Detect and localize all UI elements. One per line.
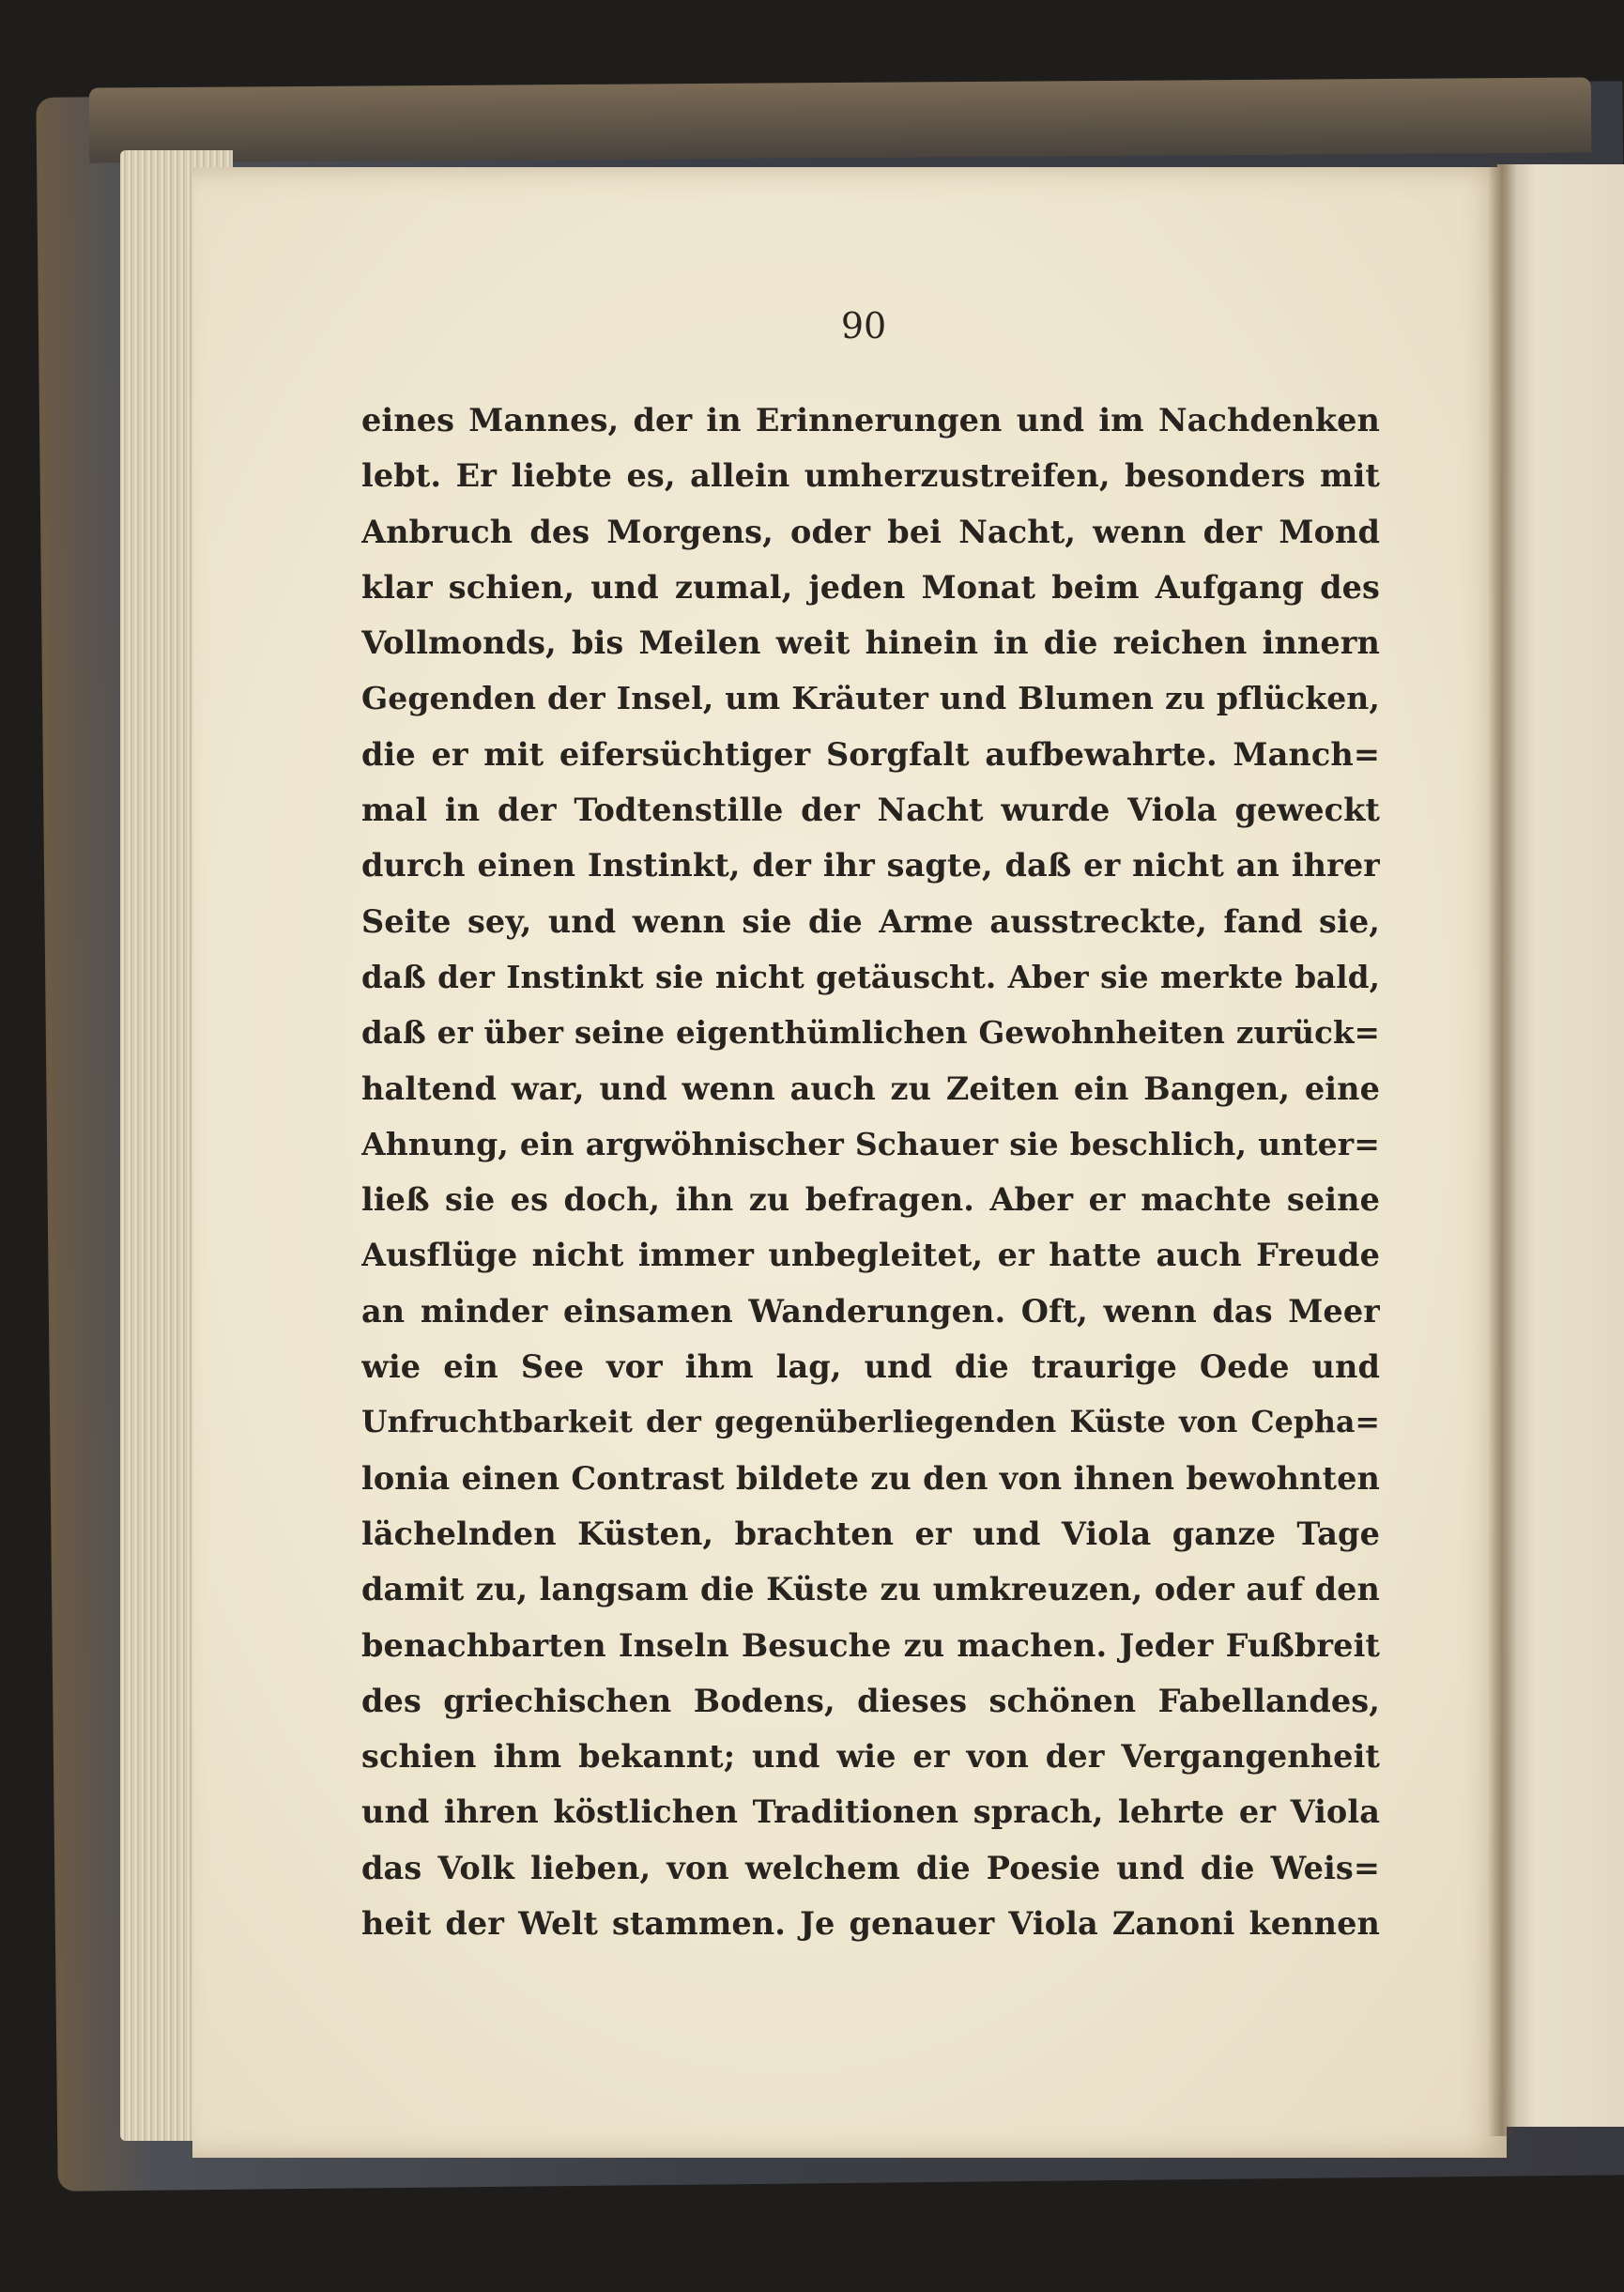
text-line: durch einen Instinkt, der ihr sagte, daß er nicht an ihrer	[361, 847, 1380, 884]
book-gutter	[1488, 164, 1516, 2136]
text-line: mal in der Todtenstille der Nacht wurde Viola geweckt	[361, 792, 1380, 829]
text-line: daß er über seine eigenthümlichen Gewohnheiten zurück=	[361, 1014, 1380, 1052]
facing-page	[1497, 164, 1624, 2127]
text-line: Ahnung, ein argwöhnischer Schauer sie beschlich, unter=	[361, 1125, 1380, 1162]
text-line: das Volk lieben, von welchem die Poesie und die Weis=	[361, 1849, 1380, 1886]
page-number: 90	[840, 305, 887, 346]
text-line: die er mit eifersüchtiger Sorgfalt aufbewahrte. Manch=	[361, 735, 1380, 773]
text-line: damit zu, langsam die Küste zu umkreuzen, oder auf den	[361, 1571, 1380, 1608]
text-line: und ihren köstlichen Traditionen sprach, lehrte er Viola	[361, 1793, 1380, 1831]
text-line: an minder einsamen Wanderungen. Oft, wenn das Meer	[361, 1292, 1380, 1330]
text-line: ließ sie es doch, ihn zu befragen. Aber er machte seine	[361, 1181, 1380, 1219]
text-line: daß der Instinkt sie nicht getäuscht. Aber sie merkte bald,	[361, 958, 1380, 995]
text-line: lebt. Er liebte es, allein umherzustreifen, besonders mit	[361, 457, 1380, 495]
text-line: Anbruch des Morgens, oder bei Nacht, wenn der Mond	[361, 513, 1380, 550]
text-line: haltend war, und wenn auch zu Zeiten ein Bangen, eine	[361, 1069, 1380, 1107]
text-line: benachbarten Inseln Besuche zu machen. Jeder Fußbreit	[361, 1626, 1380, 1664]
text-line: Vollmonds, bis Meilen weit hinein in die reichen innern	[361, 624, 1380, 662]
page-text	[361, 392, 1380, 1951]
text-line: lonia einen Contrast bildete zu den von ihnen bewohnten	[361, 1459, 1380, 1497]
text-line: Ausflüge nicht immer unbegleitet, er hatte auch Freude	[361, 1237, 1380, 1274]
text-line: Gegenden der Insel, um Kräuter und Blumen zu pflücken,	[361, 680, 1380, 717]
text-line: heit der Welt stammen. Je genauer Viola Zanoni kennen	[361, 1905, 1380, 1943]
text-line: des griechischen Bodens, dieses schönen Fabellandes,	[361, 1682, 1380, 1719]
text-line: Seite sey, und wenn sie die Arme ausstreckte, fand sie,	[361, 902, 1380, 940]
text-line: lächelnden Küsten, brachten er und Viola ganze Tage	[361, 1515, 1380, 1552]
text-line: klar schien, und zumal, jeden Monat beim Aufgang des	[361, 568, 1380, 606]
text-line: eines Mannes, der in Erinnerungen und im Nachdenken	[361, 402, 1380, 438]
text-line: Unfruchtbarkeit der gegenüberliegenden Küste von Cepha=	[361, 1405, 1380, 1440]
text-line: wie ein See vor ihm lag, und die traurige Oede und	[361, 1348, 1380, 1386]
book-cover-top-edge	[89, 77, 1592, 162]
text-line: schien ihm bekannt; und wie er von der Vergangenheit	[361, 1738, 1380, 1776]
